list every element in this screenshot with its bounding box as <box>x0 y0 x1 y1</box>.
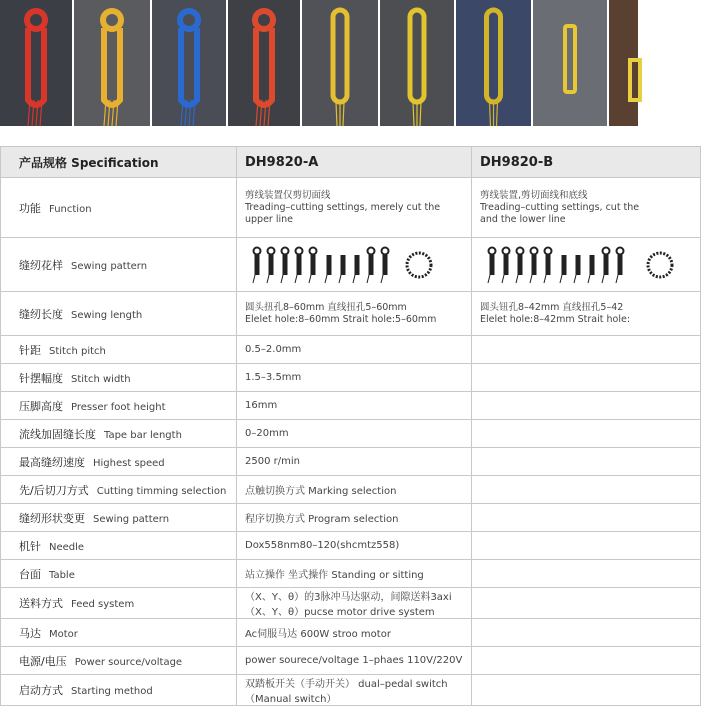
row-label <box>1 504 237 532</box>
sample-photo-3 <box>152 0 226 126</box>
value-line: 0.5–2.0mm <box>245 344 302 355</box>
sewing-pattern-icons <box>480 243 700 287</box>
model-b-value <box>472 560 701 588</box>
row-label <box>1 532 237 560</box>
model-b-value <box>472 336 701 364</box>
row-label <box>1 238 237 292</box>
model-a-value <box>237 178 472 238</box>
table-row <box>1 647 701 675</box>
row-label <box>1 560 237 588</box>
model-a-value <box>237 420 472 448</box>
model-b-value <box>472 448 701 476</box>
sample-photo-1 <box>0 0 72 126</box>
row-label-zh: 台面 <box>19 567 41 581</box>
model-b-value <box>472 675 701 706</box>
model-a-value <box>237 336 472 364</box>
buttonhole-pattern-icon <box>488 247 496 283</box>
model-a-value <box>237 588 472 619</box>
model-b-value <box>472 476 701 504</box>
row-label-zh: 缝纫花样 <box>19 258 63 272</box>
sample-photo-4 <box>228 0 300 126</box>
row-label-en: Highest speed <box>93 457 165 469</box>
buttonhole-pattern-icon <box>602 247 610 283</box>
value-line: （X、Y、θ）的3脉冲马达驱动，间隙送料3axi（X、Y、θ）pucse motor drive system <box>245 592 452 618</box>
row-label-en: Stitch width <box>71 373 131 385</box>
row-label <box>1 619 237 647</box>
value-line: Treading–cutting settings, cut the <box>480 201 640 213</box>
buttonhole-pattern-icon <box>295 247 303 283</box>
row-label-zh: 送料方式 <box>19 597 63 610</box>
value-line: 16mm <box>245 400 278 411</box>
row-label <box>1 178 237 238</box>
buttonhole-pattern-icon <box>325 255 329 283</box>
row-label <box>1 588 237 619</box>
buttonhole-pattern-icon <box>309 247 317 283</box>
buttonhole-pattern-icon <box>574 255 578 283</box>
spec-header-label: 产品规格 Specification <box>1 147 237 178</box>
value-line: Elelet hole:8–42mm Strait hole: <box>480 313 631 325</box>
value-line: 2500 r/min <box>245 456 300 467</box>
row-label-zh: 先/后切刀方式 <box>19 483 89 497</box>
row-label-en: Table <box>49 569 75 581</box>
table-row <box>1 292 701 336</box>
row-label-en: Feed system <box>71 599 135 610</box>
row-label-en: Power source/voltage <box>74 656 183 668</box>
buttonhole-pattern-icon <box>616 247 624 283</box>
value-line: 剪线装置仅剪切面线 <box>245 189 331 201</box>
row-label-zh: 功能 <box>19 201 41 215</box>
value-line: 点触切换方式 Marking selection <box>245 486 397 497</box>
sample-photo-6 <box>380 0 454 126</box>
sample-photo-9 <box>609 0 638 126</box>
table-row <box>1 588 701 619</box>
model-a-value <box>237 292 472 336</box>
row-label-en: Presser foot height <box>71 401 166 413</box>
table-row <box>1 448 701 476</box>
row-label-en: Stitch pitch <box>49 345 106 357</box>
value-line: 圆头钮孔8–42mm 直线扭孔5–42 <box>480 301 624 313</box>
table-row <box>1 532 701 560</box>
value-line: 程序切换方式 Program selection <box>245 514 399 525</box>
row-label <box>1 448 237 476</box>
buttonhole-pattern-icon <box>353 255 357 283</box>
row-label-zh: 最高缝纫速度 <box>19 455 85 469</box>
row-label-en: Sewing pattern <box>71 260 148 272</box>
value-line: and the lower line <box>480 213 566 225</box>
value-line: 剪线装置,剪切面线和底线 <box>480 189 588 201</box>
model-a-value <box>237 448 472 476</box>
round-pattern-icon <box>407 253 431 277</box>
model-b-value <box>472 178 701 238</box>
model-a-value <box>237 675 472 706</box>
row-label-en: Sewing length <box>71 309 143 321</box>
row-label <box>1 476 237 504</box>
row-label-zh: 流线加固缝长度 <box>19 427 96 441</box>
buttonhole-pattern-icon <box>516 247 524 283</box>
model-b-value <box>472 420 701 448</box>
row-label-en: Cutting timming selection <box>96 485 227 497</box>
value-line: 1.5–3.5mm <box>245 372 302 383</box>
value-line: Elelet hole:8–60mm Strait hole:5–60mm <box>245 313 437 325</box>
model-a-value <box>237 619 472 647</box>
row-label-zh: 压脚高度 <box>19 399 63 413</box>
row-label <box>1 647 237 675</box>
value-line: 0–20mm <box>245 428 289 439</box>
row-label-en: Needle <box>49 541 85 553</box>
round-pattern-icon <box>648 253 672 277</box>
model-b-value <box>472 392 701 420</box>
sewing-pattern-icons <box>245 243 465 287</box>
row-label <box>1 675 237 706</box>
buttonhole-pattern-icon <box>281 247 289 283</box>
value-line: 圆头扭孔8–60mm 直线扭孔5–60mm <box>245 301 407 313</box>
sample-photo-5 <box>302 0 378 126</box>
row-label-en: Sewing pattern <box>93 513 170 525</box>
value-line: upper line <box>245 213 293 225</box>
table-row <box>1 675 701 706</box>
buttonhole-pattern-icon <box>267 247 275 283</box>
row-label-zh: 缝纫形状变更 <box>19 511 85 525</box>
buttonhole-pattern-icon <box>253 247 261 283</box>
table-row <box>1 336 701 364</box>
row-label-zh: 电源/电压 <box>19 654 67 668</box>
buttonhole-pattern-icon <box>367 247 375 283</box>
model-a-value <box>237 238 472 292</box>
table-row <box>1 504 701 532</box>
sample-photo-7 <box>456 0 531 126</box>
row-label-zh: 马达 <box>19 626 41 640</box>
row-label-zh: 启动方式 <box>19 684 63 697</box>
buttonhole-pattern-icon <box>530 247 538 283</box>
model-b-header: DH9820-B <box>472 147 701 178</box>
model-a-value <box>237 560 472 588</box>
sample-photo-8 <box>533 0 607 126</box>
row-label <box>1 420 237 448</box>
model-b-value <box>472 238 701 292</box>
row-label-zh: 针距 <box>19 343 41 357</box>
table-row <box>1 364 701 392</box>
model-a-header: DH9820-A <box>237 147 472 178</box>
model-b-value <box>472 588 701 619</box>
table-row <box>1 392 701 420</box>
row-label <box>1 336 237 364</box>
specification-table <box>0 146 640 705</box>
model-a-value <box>237 392 472 420</box>
table-header-row <box>1 147 701 178</box>
buttonhole-pattern-icon <box>544 247 552 283</box>
model-b-value <box>472 647 701 675</box>
table-row <box>1 560 701 588</box>
sample-photo-2 <box>74 0 150 126</box>
row-label <box>1 292 237 336</box>
row-label <box>1 364 237 392</box>
model-b-value <box>472 504 701 532</box>
value-line: Treading–cutting settings, merely cut the <box>245 201 441 213</box>
table-row <box>1 619 701 647</box>
value-line: 双踏板开关（手动开关） dual–pedal switch（Manual switch） <box>245 679 448 705</box>
model-a-value <box>237 364 472 392</box>
model-b-value <box>472 619 701 647</box>
table-row <box>1 238 701 292</box>
model-b-value <box>472 292 701 336</box>
row-label-en: Tape bar length <box>104 429 182 441</box>
row-label-en: Function <box>49 203 92 215</box>
row-label-zh: 机针 <box>19 539 41 553</box>
model-a-value <box>237 476 472 504</box>
table-row <box>1 420 701 448</box>
model-a-value <box>237 504 472 532</box>
row-label-zh: 缝纫长度 <box>19 307 63 321</box>
table-row <box>1 476 701 504</box>
row-label-en: Motor <box>49 628 78 640</box>
model-a-value <box>237 647 472 675</box>
value-line: Dox558nm80–120(shcmtz558) <box>245 540 400 551</box>
value-line: power sourece/voltage 1–phaes 110V/220V <box>245 655 463 666</box>
value-line: Ac伺服马达 600W stroo motor <box>245 629 391 640</box>
value-line: 站立操作 坐式操作 Standing or sitting <box>245 570 424 581</box>
buttonhole-pattern-icon <box>588 255 592 283</box>
model-b-value <box>472 532 701 560</box>
buttonhole-pattern-icon <box>381 247 389 283</box>
row-label-zh: 针摆幅度 <box>19 371 63 385</box>
model-a-value <box>237 532 472 560</box>
model-b-value <box>472 364 701 392</box>
buttonhole-pattern-icon <box>339 255 343 283</box>
table-row <box>1 178 701 238</box>
row-label-en: Starting method <box>71 686 153 697</box>
buttonhole-pattern-icon <box>502 247 510 283</box>
buttonhole-pattern-icon <box>560 255 564 283</box>
row-label <box>1 392 237 420</box>
product-photo-strip <box>0 0 638 126</box>
